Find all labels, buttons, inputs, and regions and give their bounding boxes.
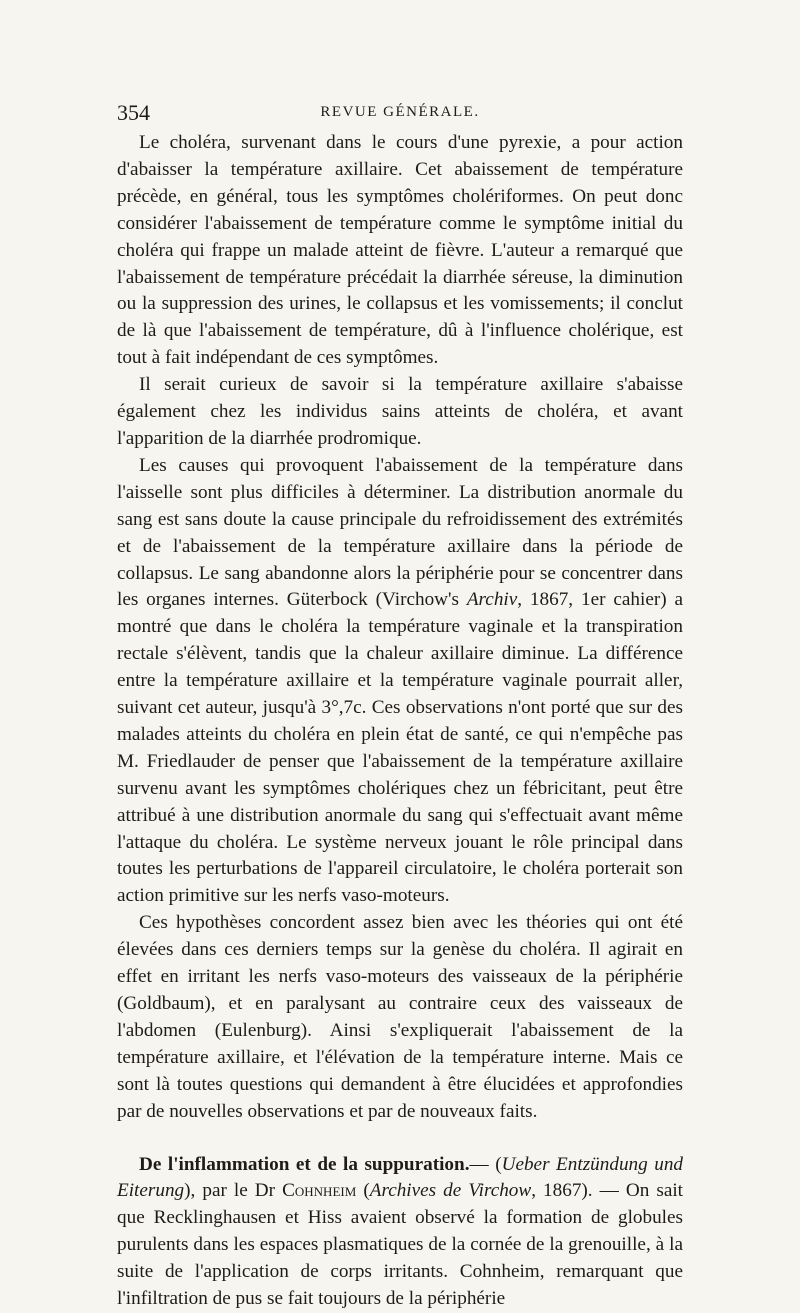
paragraph: Il serait curieux de savoir si la température axillaire s'abaisse également chez les individus sains atteints de choléra, et avant l'apparition de la diarrhée prodromique. bbox=[117, 374, 683, 449]
section-dash: — ( bbox=[469, 1153, 502, 1175]
body-text bbox=[117, 130, 683, 1313]
source-close: , 1867). bbox=[531, 1180, 593, 1202]
running-title: REVUE GÉNÉRALE. bbox=[320, 104, 480, 120]
source-title: Archives de Virchow bbox=[369, 1180, 532, 1202]
page-number: 354 bbox=[117, 100, 150, 125]
issue-number: 1er bbox=[580, 589, 606, 611]
page-header bbox=[117, 100, 683, 130]
section-byline: ), par le Dr bbox=[184, 1180, 283, 1202]
section-paragraph bbox=[117, 1152, 683, 1313]
paragraph bbox=[117, 453, 683, 910]
source-open: ( bbox=[356, 1180, 370, 1202]
paragraph-text: cahier) a montré que dans le choléra la température vaginale et la transpiration rectale s'élèvent, tandis que la chaleur axillaire diminue. La différence entre la température axillaire et la température vaginale pourrait aller, suivant cet auteur, jusqu'à 3°,7c. Ces observations n'ont porté que sur des malades atteints du choléra en plein état de santé, ce qui n'empêche pas M. Friedlauder de penser que l'abaissement de la température axillaire survenu avant les symptômes cholériques chez un fébricitant, peut être attribué à une distribution anormale du sang qui s'effectuait avant même l'attaque du choléra. Le système nerveux jouant le rôle principal dans toutes les perturbations de l'appareil circulatoire, le choléra porterait son action primitive sur les nerfs vaso-moteurs. bbox=[117, 589, 683, 907]
journal-title: Archiv bbox=[466, 589, 518, 611]
section-text: — On sait que Recklinghausen et Hiss avaient observé la formation de globules purulents dans les espaces plasmatiques de la cornée de la grenouille, à la suite de l'application de corps irritants. Cohnheim, remarquant que l'infiltration de pus se fait toujours de la périphérie bbox=[117, 1180, 684, 1310]
german-title: Ueber Entzündung und Eiterung bbox=[117, 1153, 684, 1202]
paragraph: Le choléra, survenant dans le cours d'une pyrexie, a pour action d'abaisser la température axillaire. Cet abaissement de température précède, en général, tous les symptômes cholériformes. On peut donc considérer l'abaissement de température comme le symptôme initial du choléra qui frappe un malade atteint de fièvre. L'auteur a remarqué que l'abaissement de température précédait la diarrhée séreuse, la diminution ou la suppression des urines, le collapsus et les vomissements; il conclut de là que l'abaissement de température, dû à l'influence cholérique, est tout à fait indépendant de ces symptômes. bbox=[117, 132, 683, 369]
paragraph-text: Les causes qui provoquent l'abaissement de la température dans l'aisselle sont plus difficiles à déterminer. La distribution anormale du sang est sans doute la cause principale du refroidissement des extrémités et de l'abaissement de la température axillaire dans la période de collapsus. Le sang abandonne alors la périphérie pour se concentrer dans les organes internes. Güterbock (Virchow's bbox=[117, 454, 683, 611]
journal-year: , 1867, bbox=[517, 589, 581, 611]
section-title: De l'inflammation et de la suppuration. bbox=[139, 1153, 470, 1175]
paragraph: Ces hypothèses concordent assez bien avec les théories qui ont été élevées dans ces derniers temps sur la genèse du choléra. Il agirait en effet en irritant les nerfs vaso-moteurs des vaisseaux de la périphérie (Goldbaum), et en paralysant au contraire ceux des vaisseaux de l'abdomen (Eulenburg). Ainsi s'expliquerait l'abaissement de la température axillaire, et l'élévation de la température interne. Mais ce sont là toutes questions qui demandent à être élucidées et approfondies par de nouvelles observations et par de nouveaux faits. bbox=[117, 912, 683, 1122]
author-name: Cohnheim bbox=[282, 1180, 357, 1202]
